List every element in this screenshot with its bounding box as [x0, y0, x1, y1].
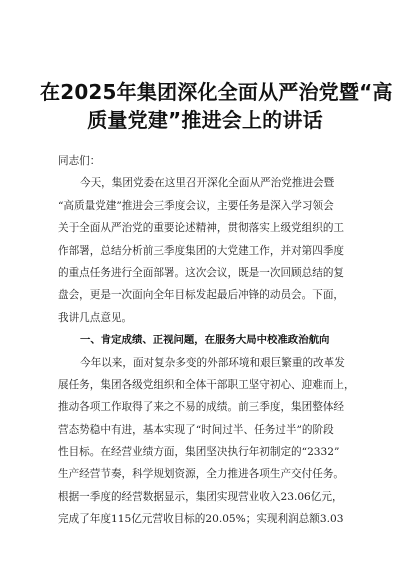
- paragraph-1-line: 作部署，总结分析前三季度集团的大党建工作，并对第四季度: [58, 244, 345, 257]
- paragraph-1-line: 盘会，更是一次面向全年目标发起最后冲锋的动员会。下面，: [58, 289, 345, 302]
- paragraph-2-line: 根据一季度的经营数据显示，集团实现营业收入23.06亿元，: [58, 490, 343, 503]
- paragraph-1-line: 的重点任务进行全面部署。这次会议，既是一次回顾总结的复: [58, 266, 345, 279]
- paragraph-2-line: 营态势稳中有进，基本实现了“时间过半、任务过半”的阶段: [58, 423, 334, 436]
- paragraph-1-line: 今天，集团党委在这里召开深化全面从严治党推进会暨: [80, 177, 335, 190]
- paragraph-2-line: 今年以来，面对复杂多变的外部环境和艰巨繁重的改革发: [80, 356, 345, 369]
- paragraph-2-line: 推动各项工作取得了来之不易的成绩。前三季度，集团整体经: [58, 401, 345, 414]
- paragraph-2-line: 完成了年度115亿元营收目标的20.05%；实现利润总额3.03: [58, 513, 344, 526]
- paragraph-2-line: 展任务，集团各级党组织和全体干部职工坚守初心、迎难而上，: [58, 378, 355, 391]
- document-title: [40, 78, 393, 134]
- section-heading-1: 一、肯定成绩、正视问题，在服务大局中校准政治航向: [80, 334, 330, 347]
- paragraph-1-line: 我讲几点意见。: [58, 311, 133, 324]
- paragraph-2-line: 生产经营节奏，科学规划资源，全力推进各项生产交付任务。: [58, 468, 345, 481]
- paragraph-1-line: 关于全面从严治党的重要论述精神，贯彻落实上级党组织的工: [58, 222, 345, 235]
- paragraph-2-line: 性目标。在经营业绩方面，集团坚决执行年初制定的“2332”: [58, 446, 340, 459]
- salutation: 同志们：: [58, 155, 101, 167]
- title-line-1: 在2025年集团深化全面从严治党暨“高: [40, 80, 393, 104]
- paragraph-1-line: “高质量党建”推进会三季度会议，主要任务是深入学习领会: [58, 199, 334, 212]
- document-body: [58, 150, 363, 531]
- title-line-2: 质量党建”推进会上的讲话: [87, 108, 323, 132]
